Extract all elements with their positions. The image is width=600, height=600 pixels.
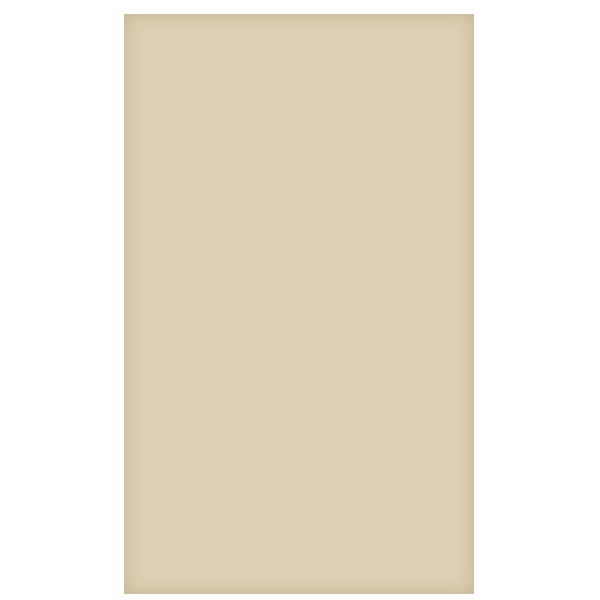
book-page (124, 14, 474, 594)
running-header (124, 26, 474, 38)
watermark (214, 14, 474, 274)
